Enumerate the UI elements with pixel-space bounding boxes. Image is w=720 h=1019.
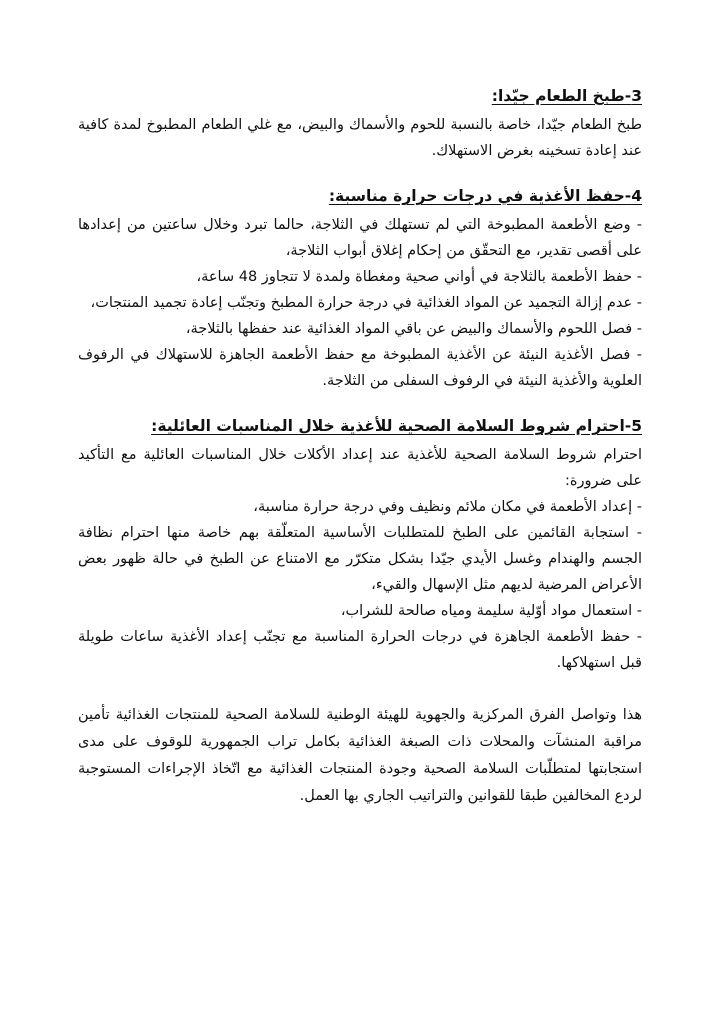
section-cook-food <box>78 84 642 164</box>
section-store-temperature <box>78 184 642 394</box>
closing-paragraph: هذا وتواصل الفرق المركزية والجهوية للهيئة الوطنية للسلامة الصحية للمنتجات الغذائية تأمين مراقبة المنشآت والمحلات ذات الصبغة الغذائية بكامل تراب الجمهورية للوقوف على مدى استجابتها لمتطلّبات السلامة الصحية وجودة المنتجات الغذائية مع اتّخاذ الإجراءات المستوجبة لردع المخالفين طبقا للقوانين والتراتيب الجاري بها العمل. <box>78 707 642 804</box>
list-item: - إعداد الأطعمة في مكان ملائم ونظيف وفي درجة حرارة مناسبة، <box>253 499 642 515</box>
section-family-events <box>78 414 642 676</box>
list-item: - فصل اللحوم والأسماك والبيض عن باقي المواد الغذائية عند حفظها بالثلاجة، <box>185 321 642 337</box>
section-heading: 5-احترام شروط السلامة الصحية للأغذية خلال المناسبات العائلية: <box>151 417 642 435</box>
list-item: - وضع الأطعمة المطبوخة التي لم تستهلك في الثلاجة، حالما تبرد وخلال ساعتين من إعدادها على أقصى تقدير، مع التحقّق من إحكام إغلاق أبواب الثلاجة، <box>78 217 642 259</box>
closing-section <box>78 702 642 810</box>
list-item: - حفظ الأطعمة الجاهزة في درجات الحرارة المناسبة مع تجنّب إعداد الأغذية ساعات طويلة قبل استهلاكها. <box>78 629 642 671</box>
list-item: - استعمال مواد أوّلية سليمة ومياه صالحة للشراب، <box>340 603 642 619</box>
section-paragraph: طبخ الطعام جيّدا، خاصة بالنسبة للحوم والأسماك والبيض، مع غلي الطعام المطبوخ لمدة كافية عند إعادة تسخينه بغرض الاستهلاك. <box>78 117 642 159</box>
list-item: - فصل الأغذية النيئة عن الأغذية المطبوخة مع حفظ الأطعمة الجاهزة للاستهلاك في الرفوف العلوية والأغذية النيئة في الرفوف السفلى من الثلاجة. <box>78 347 642 389</box>
list-item: - استجابة القائمين على الطبخ للمتطلبات الأساسية المتعلّقة بهم خاصة منها احترام نظافة الجسم والهندام وغسل الأيدي جيّدا بشكل متكرّر مع الامتناع عن الطبخ في حالة ظهور بعض الأعراض المرضية لديهم مثل الإسهال والقيء، <box>78 525 642 593</box>
section-heading: 4-حفظ الأغذية في درجات حرارة مناسبة: <box>328 187 642 205</box>
list-item: - عدم إزالة التجميد عن المواد الغذائية في درجة حرارة المطبخ وتجنّب إعادة تجميد المنتجات، <box>90 295 642 311</box>
section-paragraph: احترام شروط السلامة الصحية للأغذية عند إعداد الأكلات خلال المناسبات العائلية مع التأكيد على ضرورة: <box>78 447 642 489</box>
list-item: - حفظ الأطعمة بالثلاجة في أواني صحية ومغطاة ولمدة لا تتجاوز 48 ساعة، <box>196 269 642 285</box>
section-heading: 3-طبخ الطعام جيّدا: <box>491 87 642 105</box>
